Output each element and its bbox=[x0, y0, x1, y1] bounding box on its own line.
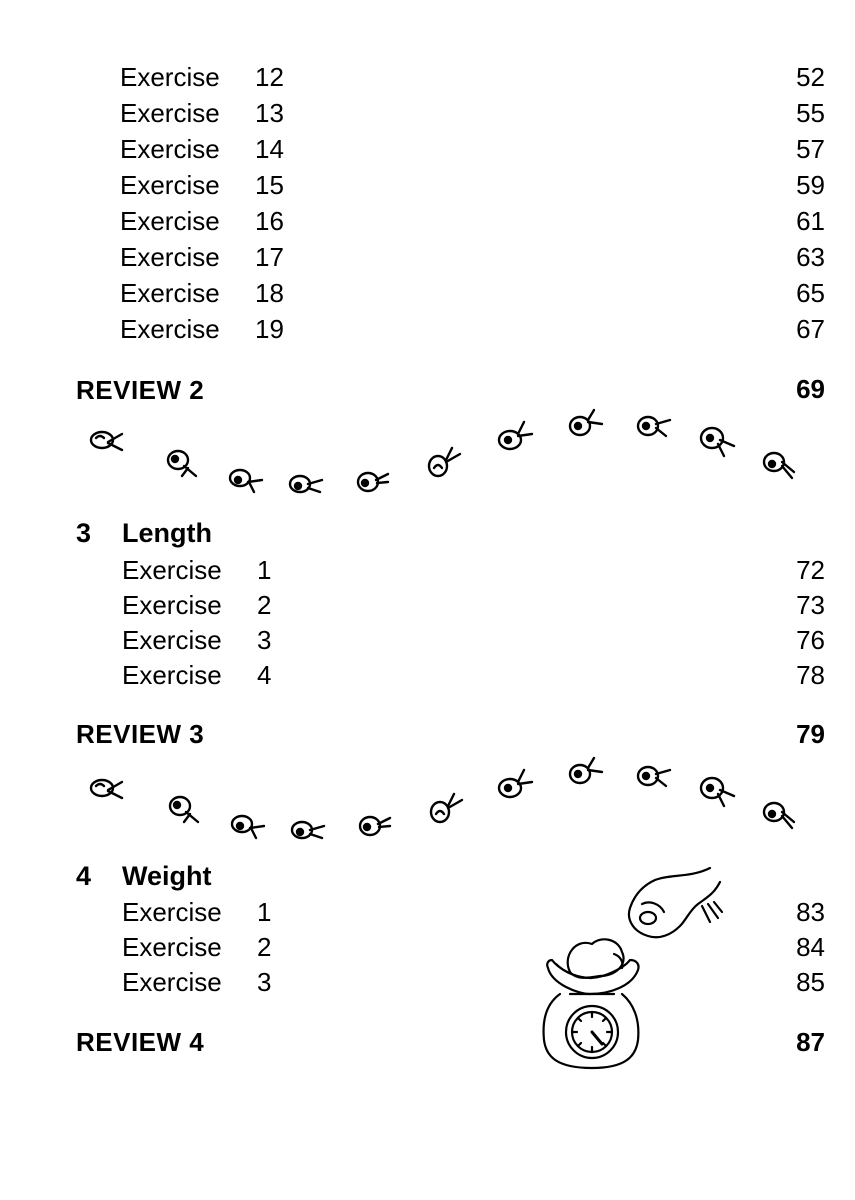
snail-icon bbox=[290, 476, 322, 492]
exercise-number: 2 bbox=[257, 932, 272, 962]
exercise-number: 18 bbox=[255, 278, 284, 308]
exercise-label: Exercise bbox=[122, 897, 222, 927]
exercise-number: 17 bbox=[255, 242, 284, 272]
exercise-number: 2 bbox=[257, 590, 272, 620]
snail-icon bbox=[764, 803, 794, 828]
exercise-label: Exercise bbox=[120, 206, 220, 236]
snail-icon bbox=[701, 428, 734, 456]
page-number: 73 bbox=[796, 590, 825, 620]
exercise-number: 3 bbox=[257, 967, 272, 997]
exercise-label: Exercise bbox=[122, 590, 222, 620]
exercise-number: 14 bbox=[255, 134, 284, 164]
snail-icon bbox=[570, 758, 602, 783]
exercise-number: 16 bbox=[255, 206, 284, 236]
exercise-number: 15 bbox=[255, 170, 284, 200]
page-number: 85 bbox=[796, 967, 825, 997]
page-number: 61 bbox=[796, 206, 825, 236]
page-number: 78 bbox=[796, 660, 825, 690]
exercise-label: Exercise bbox=[122, 660, 222, 690]
snail-icon bbox=[764, 453, 794, 478]
review-page: 79 bbox=[796, 719, 825, 749]
weighing-scale-illustration bbox=[530, 860, 730, 1075]
exercise-number: 1 bbox=[257, 897, 272, 927]
snail-trail-decoration bbox=[80, 410, 825, 500]
snail-icon bbox=[91, 432, 122, 450]
snail-icon bbox=[168, 451, 196, 476]
exercise-label: Exercise bbox=[120, 62, 220, 92]
snail-icon bbox=[638, 417, 670, 436]
page-number: 57 bbox=[796, 134, 825, 164]
snail-icon bbox=[701, 778, 734, 806]
snail-icon bbox=[431, 794, 462, 822]
review-label: REVIEW 3 bbox=[76, 719, 205, 749]
snail-icon bbox=[499, 422, 532, 449]
chapter-number: 4 bbox=[76, 861, 92, 891]
exercise-number: 19 bbox=[255, 314, 284, 344]
review-label: REVIEW 2 bbox=[76, 375, 205, 405]
chapter-title: Length bbox=[122, 518, 212, 548]
review-page: 87 bbox=[796, 1027, 825, 1057]
review-label: REVIEW 4 bbox=[76, 1027, 205, 1057]
chapter-title: Weight bbox=[122, 861, 212, 891]
snail-icon bbox=[230, 470, 262, 492]
page-number: 52 bbox=[796, 62, 825, 92]
exercise-label: Exercise bbox=[120, 98, 220, 128]
snail-trail-decoration bbox=[80, 758, 825, 848]
exercise-label: Exercise bbox=[120, 314, 220, 344]
snail-icon bbox=[170, 797, 198, 822]
chapter-4-heading[interactable] bbox=[76, 861, 212, 892]
page-number: 67 bbox=[796, 314, 825, 344]
snail-icon bbox=[499, 770, 532, 797]
exercise-label: Exercise bbox=[122, 932, 222, 962]
exercise-label: Exercise bbox=[122, 625, 222, 655]
page-number: 76 bbox=[796, 625, 825, 655]
chapter-number: 3 bbox=[76, 518, 92, 548]
snail-icon bbox=[570, 410, 602, 435]
page-number: 84 bbox=[796, 932, 825, 962]
snail-icon bbox=[292, 822, 324, 838]
snail-icon bbox=[638, 767, 670, 786]
exercise-label: Exercise bbox=[120, 134, 220, 164]
page-number: 65 bbox=[796, 278, 825, 308]
page-number: 72 bbox=[796, 555, 825, 585]
scale-bowl bbox=[547, 960, 638, 994]
exercise-label: Exercise bbox=[120, 170, 220, 200]
page-number: 83 bbox=[796, 897, 825, 927]
exercise-label: Exercise bbox=[122, 555, 222, 585]
snail-icon bbox=[429, 448, 460, 476]
snail-icon bbox=[360, 817, 390, 835]
snail-icon bbox=[232, 816, 264, 838]
exercise-number: 4 bbox=[257, 660, 272, 690]
page-number: 59 bbox=[796, 170, 825, 200]
review-page: 69 bbox=[796, 374, 825, 404]
chapter-3-heading[interactable] bbox=[76, 518, 212, 549]
exercise-number: 13 bbox=[255, 98, 284, 128]
exercise-label: Exercise bbox=[120, 242, 220, 272]
exercise-label: Exercise bbox=[120, 278, 220, 308]
exercise-label: Exercise bbox=[122, 967, 222, 997]
snail-icon bbox=[358, 473, 388, 491]
page-number: 55 bbox=[796, 98, 825, 128]
exercise-number: 1 bbox=[257, 555, 272, 585]
exercise-number: 3 bbox=[257, 625, 272, 655]
snail-icon bbox=[91, 780, 122, 798]
exercise-number: 12 bbox=[255, 62, 284, 92]
page-number: 63 bbox=[796, 242, 825, 272]
